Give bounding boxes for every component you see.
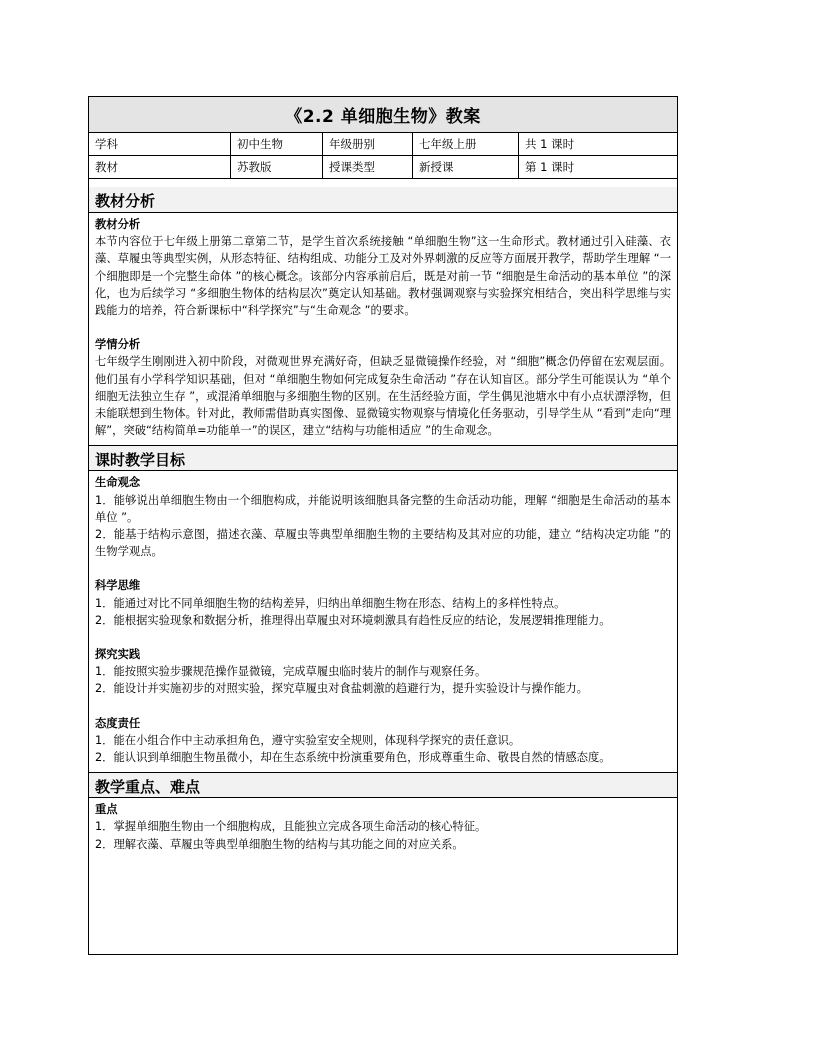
meta-subject-value: 初中生物 xyxy=(231,133,323,155)
goal-item: 1．能够说出单细胞生物由一个细胞构成，并能说明该细胞具备完整的生命活动功能，理解 “细胞是生命活动的基本单位 ”。 xyxy=(95,493,671,524)
goal-item: 2．能基于结构示意图，描述衣藻、草履虫等典型单细胞生物的主要结构及其对应的功能，建立 “结构决定功能 ”的生物学观点。 xyxy=(95,528,671,559)
paragraph-student-analysis: 七年级学生刚刚进入初中阶段，对微观世界充满好奇，但缺乏显微镜操作经验，对 “细胞”概念仍停留在宏观层面。他们虽有小学科学知识基础，但对 “单细胞生物如何完成复杂生命活动 ”存在认知盲区。部分学生可能误认为 “单个细胞无法独立生存 ”，或混淆单细胞与多细胞生物的区别。在生活经验方面，学生偶见池塘水中有小点状漂浮物，但未能联想到生物体。针对此，教师需借助真实图像、显微镜实物观察与情境化任务驱动，引导学生从 “看到”走向“理解”，突破“结构简单=功能单一”的误区，建立“结构与功能相适应 ”的生命观念。 xyxy=(95,355,671,438)
keypoint-item: 1．掌握单细胞生物由一个细胞构成，且能独立完成各项生命活动的核心特征。 xyxy=(95,820,487,834)
subheading-student-analysis: 学情分析 xyxy=(95,338,141,352)
section-body-keypoints xyxy=(89,798,677,859)
goal-group-title: 生命观念 xyxy=(95,476,141,490)
section-body-analysis xyxy=(89,213,677,445)
goal-item: 1．能通过对比不同单细胞生物的结构差异，归纳出单细胞生物在形态、结构上的多样性特点。 xyxy=(95,596,566,610)
goal-item: 1．能在小组合作中主动承担角色，遵守实验室安全规则，体现科学探究的责任意识。 xyxy=(95,733,521,747)
lesson-plan-page xyxy=(88,96,678,955)
meta-total-hours: 共 1 课时 xyxy=(525,137,575,151)
document-title: 《2.2 单细胞生物》教案 xyxy=(89,97,677,133)
meta-textbook-label: 教材 xyxy=(89,156,231,178)
section-body-goals xyxy=(89,471,677,772)
subheading-key-points: 重点 xyxy=(95,803,118,817)
paragraph-textbook-analysis: 本节内容位于七年级上册第二章第二节，是学生首次系统接触 “单细胞生物”这一生命形式。教材通过引入硅藻、衣藻、草履虫等典型实例，从形态特征、结构组成、功能分工及对外界刺激的反应等方面展开教学，帮助学生理解 “一个细胞即是一个完整生命体 ”的核心概念。该部分内容承前启后，既是对前一节 “细胞是生命活动的基本单位 ”的深化，也为后续学习 “多细胞生物体的结构层次”奠定认知基础。教材强调观察与实验探究相结合，突出科学思维与实践能力的培养，符合新课标中“科学探究”与“生命观念 ”的要求。 xyxy=(95,235,671,318)
goal-item: 2．能设计并实施初步的对照实验，探究草履虫对食盐刺激的趋避行为，提升实验设计与操作能力。 xyxy=(95,682,588,696)
goal-item: 2．能根据实验现象和数据分析，推理得出草履虫对环境刺激具有趋性反应的结论，发展逻辑推理能力。 xyxy=(95,613,611,627)
meta-type-label: 授课类型 xyxy=(323,156,413,178)
meta-type-value: 新授课 xyxy=(413,156,519,178)
meta-subject-label: 学科 xyxy=(89,133,231,155)
keypoint-item: 2．理解衣藻、草履虫等典型单细胞生物的结构与其功能之间的对应关系。 xyxy=(95,837,464,851)
section-heading-goals: 课时教学目标 xyxy=(89,445,677,471)
meta-grade-label: 年级册别 xyxy=(323,133,413,155)
goal-item: 2．能认识到单细胞生物虽微小，却在生态系统中扮演重要角色，形成尊重生命、敬畏自然的情感态度。 xyxy=(95,751,611,765)
section-heading-analysis: 教材分析 xyxy=(89,187,677,213)
goal-group-title: 态度责任 xyxy=(95,716,141,730)
subheading-textbook-analysis: 教材分析 xyxy=(95,218,141,231)
meta-grade-value: 七年级上册 xyxy=(413,133,519,155)
goal-item: 1．能按照实验步骤规范操作显微镜，完成草履虫临时装片的制作与观察任务。 xyxy=(95,665,487,679)
meta-current-hour: 第 1 课时 xyxy=(525,160,575,174)
meta-row-1 xyxy=(89,133,677,156)
meta-row-2 xyxy=(89,156,677,179)
section-heading-keypoints: 教学重点、难点 xyxy=(89,772,677,798)
meta-textbook-value: 苏教版 xyxy=(231,156,323,178)
goal-group-title: 探究实践 xyxy=(95,648,141,662)
goal-group-title: 科学思维 xyxy=(95,579,141,593)
